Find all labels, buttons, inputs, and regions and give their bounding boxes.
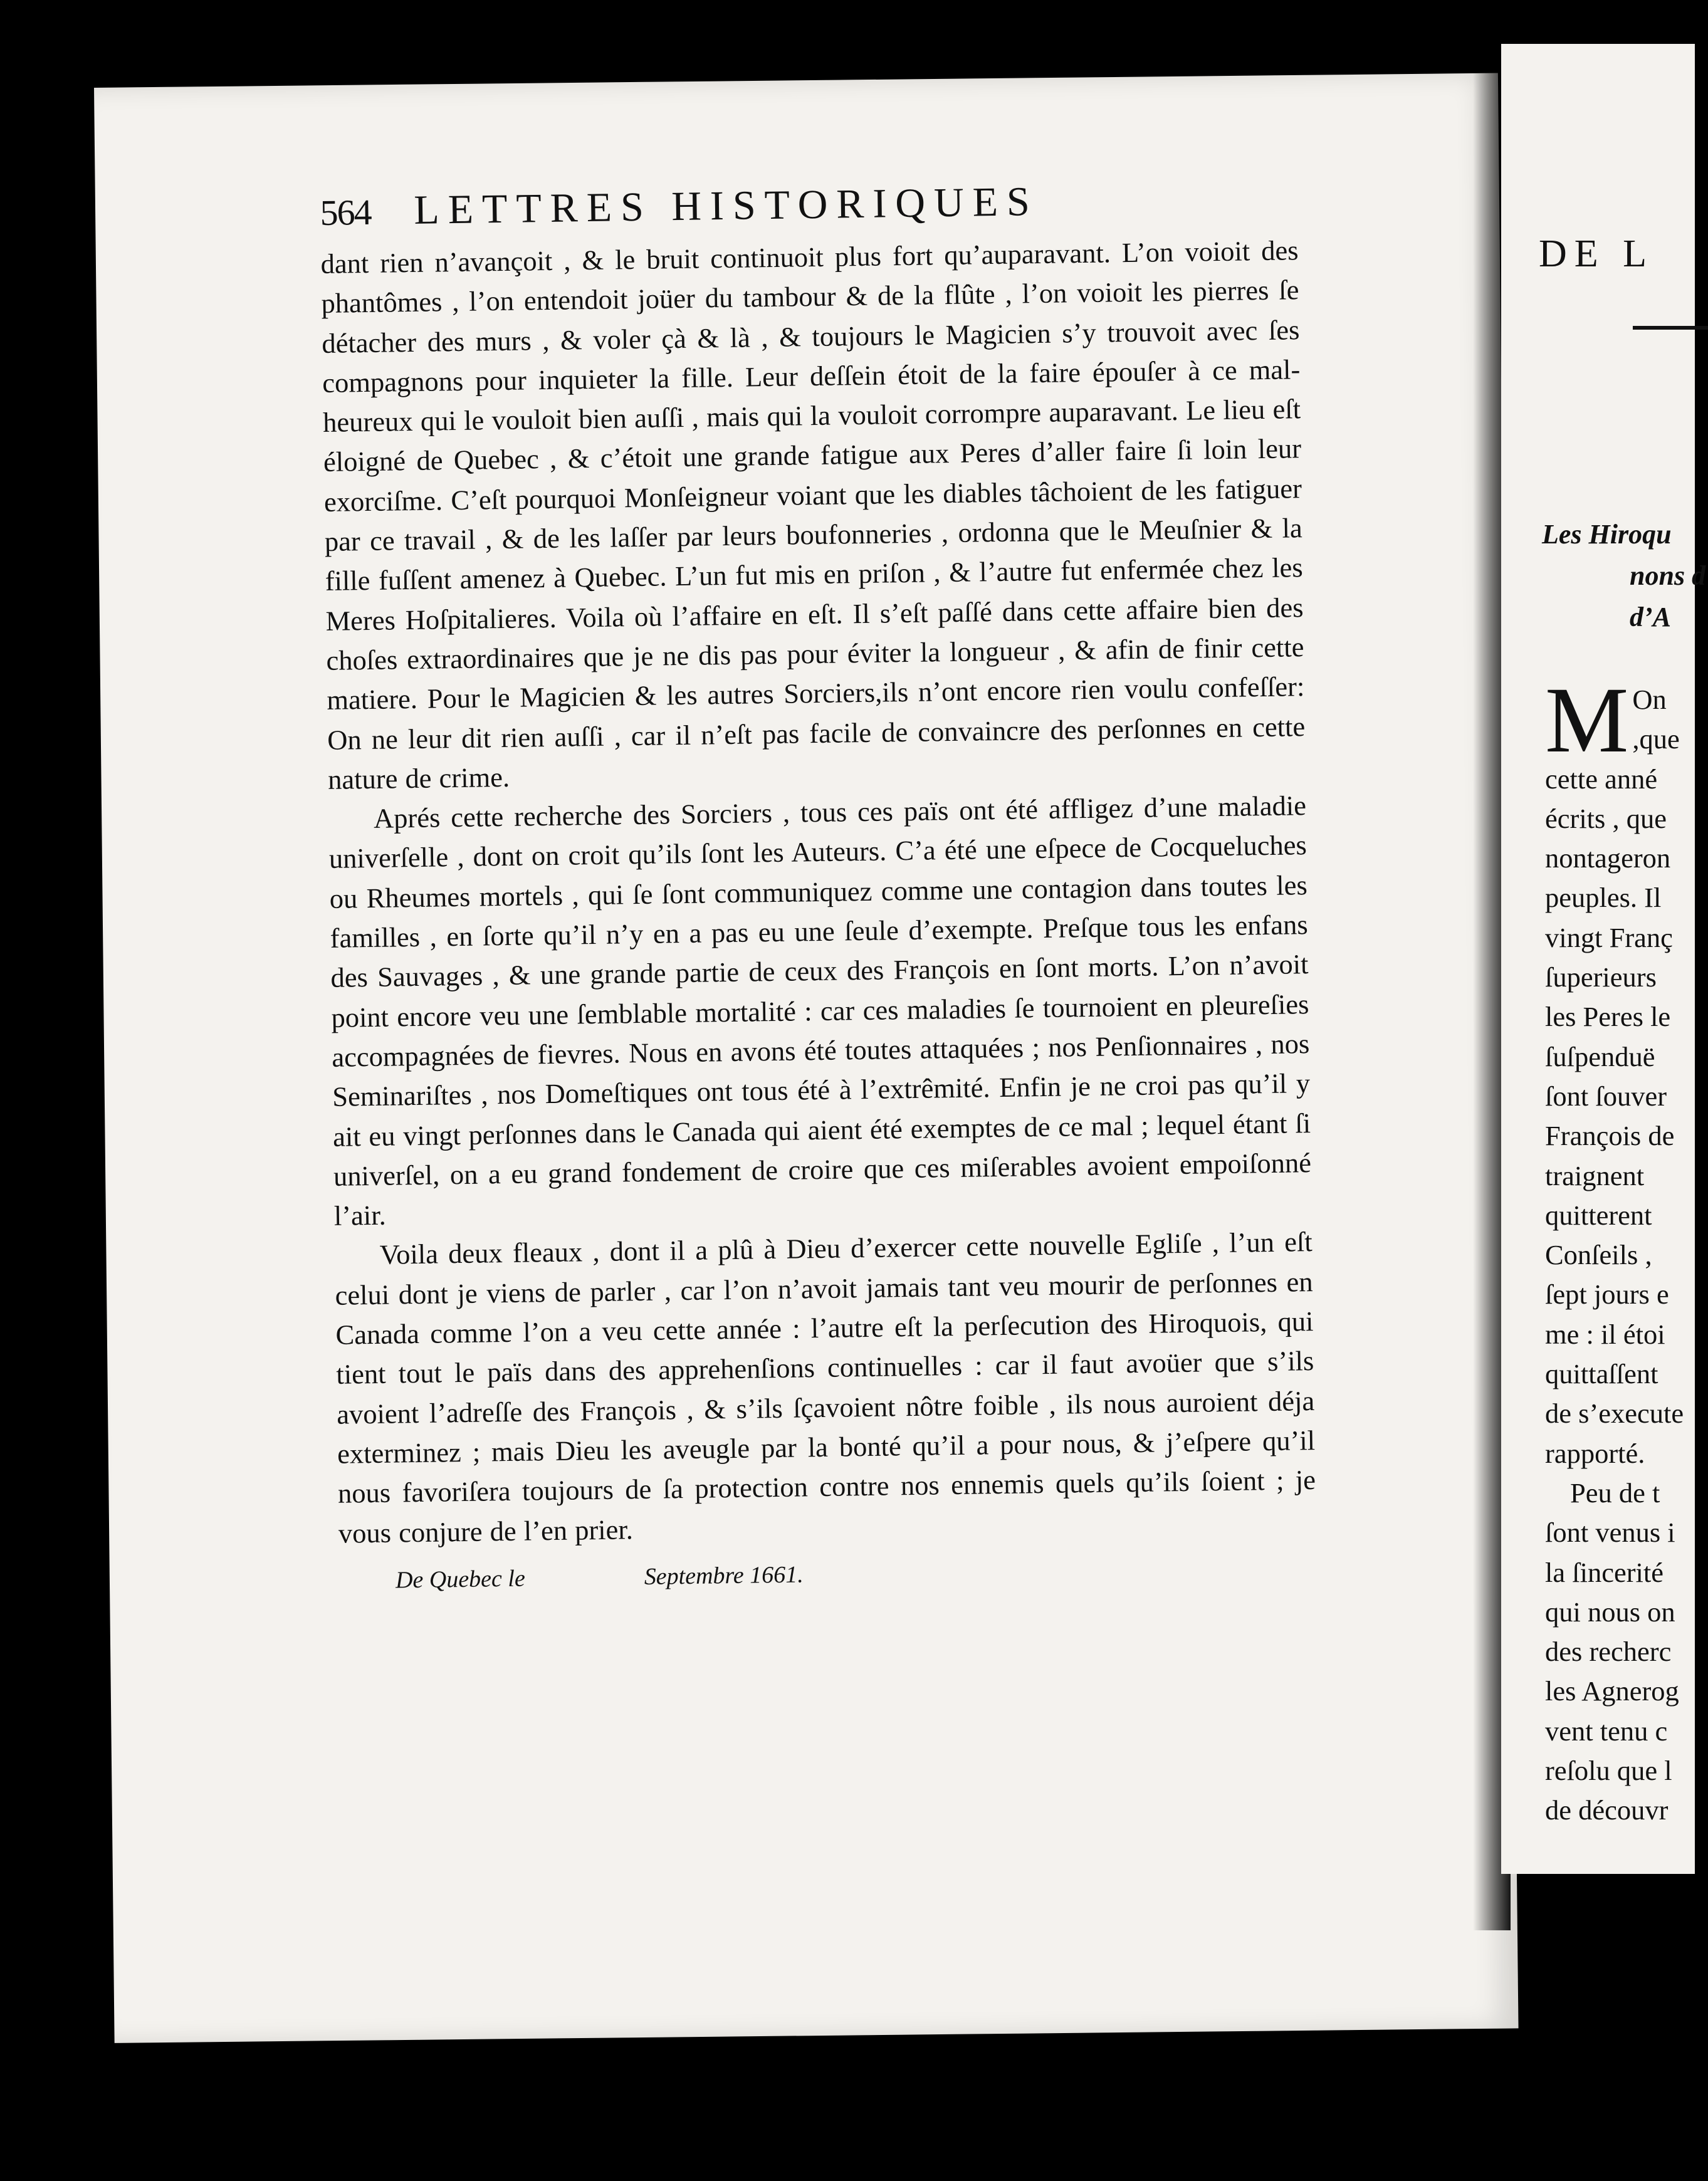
right-text-line: de s’execute bbox=[1545, 1398, 1684, 1430]
page-number: 564 bbox=[320, 191, 371, 233]
right-text-line: ,que bbox=[1632, 723, 1680, 755]
paragraph: dant rien n’avançoit , & le bruit continuoit plus fort qu’auparavant. L’on voioit des phantômes , l’on entendoit joüer du tambour & de la flûte , l’on voioit les pierres ſe détacher des murs , & voler çà & là , & toujours le Magicien s’y trouvoit avec ſes compagnons pour inquieter la fille. Leur deſſein étoit de la faire épouſer à ce mal-heureux qui le vouloit bien auſſi , mais qui la vouloit corrompre auparavant. Le lieu eſt éloigné de Quebec , & c’étoit une grande fatigue aux Peres d’aller faire ſi loin leur exorciſme. C’eſt pourquoi Monſeigneur voiant que les diables tâchoient de les fatiguer par ce travail , & de les laſſer par leurs boufonneries , ordonna que le Meuſnier & la fille fuſſent amenez à Quebec. L’un fut mis en priſon , & l’autre fut enfermée chez les Meres Hoſpitalieres. Voila où l’affaire en eſt. Il s’eſt paſſé dans cette affaire bien des choſes extraordinaires que je ne dis pas pour éviter la longueur , & afin de finir cette matiere. Pour le Magicien & les autres Sorciers,ils n’ont encore rien voulu confeſſer: On ne leur dit rien auſſi , car il n’eſt pas facile de convaincre des perſonnes en cette nature de crime. bbox=[320, 234, 1306, 795]
right-text-line: quitterent bbox=[1545, 1199, 1652, 1231]
right-text-line: rapporté. bbox=[1545, 1437, 1645, 1469]
right-text-line: ſuſpenduë bbox=[1545, 1040, 1655, 1072]
right-text-line: traignent bbox=[1545, 1159, 1645, 1191]
signoff-place: De Quebec le bbox=[395, 1565, 526, 1594]
right-text-line: vingt Franç bbox=[1545, 921, 1673, 953]
right-text-line: écrits , que bbox=[1545, 802, 1667, 834]
right-text-line: nontageron bbox=[1545, 842, 1671, 874]
right-text-line: reſolu que l bbox=[1545, 1755, 1672, 1787]
right-page bbox=[1501, 44, 1706, 1874]
right-text-line: des recherc bbox=[1545, 1636, 1672, 1668]
right-text-line: François de bbox=[1545, 1120, 1675, 1152]
right-body-text bbox=[1545, 668, 1684, 1831]
summary-line: Les Hiroqu bbox=[1542, 519, 1672, 550]
summary-line: d’A bbox=[1630, 602, 1671, 632]
right-text-line: Peu de t bbox=[1570, 1477, 1660, 1509]
chapter-summary bbox=[1542, 514, 1705, 638]
right-text-line: ſept jours e bbox=[1545, 1279, 1669, 1310]
right-text-line: de découvr bbox=[1545, 1794, 1669, 1826]
right-text-line: qui nous on bbox=[1545, 1596, 1675, 1628]
drop-cap: M bbox=[1545, 668, 1629, 772]
running-head-title: LETTRES HISTORIQUES bbox=[413, 178, 1039, 233]
right-text-line: les Peres le bbox=[1545, 1001, 1671, 1033]
signoff-date: Septembre 1661. bbox=[644, 1561, 804, 1590]
right-text-line: On bbox=[1632, 684, 1667, 715]
paragraph: Voila deux fleaux , dont il a plû à Dieu d’exercer cette nouvelle Egliſe , l’un eſt celui dont je viens de parler , car l’on n’avoit jamais tant veu mourir de perſonnes en Canada comme l’on a veu cette année : l’autre eſt la perſecution des Hiroquois, qui tient tout le païs dans des apprehenſions continuelles : car il faut avoüer que s’ils avoient l’adreſſe des François , & s’ils ſçavoient nôtre foible , ils nous auroient déja exterminez ; mais Dieu les aveugle par la bonté qu’il a pour nous, & j’eſpere qu’il nous favoriſera toujours de ſa protection contre nos ennemis quels qu’ils ſoient ; je vous conjure de l’en prier. bbox=[335, 1226, 1316, 1549]
head-rule bbox=[1633, 326, 1708, 330]
right-text-line: peuples. Il bbox=[1545, 882, 1662, 914]
right-text-line: cette anné bbox=[1545, 763, 1658, 795]
right-text-line: quittaſſent bbox=[1545, 1358, 1658, 1390]
summary-line: nons d bbox=[1630, 560, 1706, 591]
right-text-line: les Agnerog bbox=[1545, 1675, 1679, 1707]
right-text-line: ſont ſouver bbox=[1545, 1080, 1667, 1112]
right-running-head: DE L bbox=[1539, 233, 1655, 275]
paragraph: Aprés cette recherche des Sorciers , tous ces païs ont été affligez d’une maladie univerſelle , dont on croit qu’ils ſont les Auteurs. C’a été une eſpece de Cocqueluches ou Rheumes mortels , qui ſe ſont communiquez comme une contagion dans toutes les familles , en ſorte qu’il n’y en a pas eu une ſeule d’exempte. Preſque tous les enfans des Sauvages , & une grande partie de ceux des François en ſont morts. L’on n’avoit point encore veu une ſemblable mortalité : car ces maladies ſe tournoient en pleureſies accompagnées de fievres. Nous en avons été toutes attaquées ; nos Penſionnaires , nos Seminariſtes , nos Domeſtiques ont tous été à l’extrêmité. Enfin je ne croi pas qu’il y ait eu vingt perſonnes dans le Canada qui aient été exemptes de ce mal ; lequel étant ſi univerſel, on a eu grand fondement de croire que ces miſerables avoient empoiſonné l’air. bbox=[328, 790, 1312, 1232]
right-text-line: ſuperieurs bbox=[1545, 961, 1657, 993]
right-text-line: me : il étoi bbox=[1545, 1318, 1665, 1350]
left-text-block bbox=[320, 174, 1317, 1594]
right-text-line: vent tenu c bbox=[1545, 1715, 1668, 1747]
right-text-line: la ſincerité bbox=[1545, 1556, 1664, 1588]
right-text-line: Conſeils , bbox=[1545, 1239, 1652, 1271]
right-text-line: ſont venus i bbox=[1545, 1517, 1675, 1549]
